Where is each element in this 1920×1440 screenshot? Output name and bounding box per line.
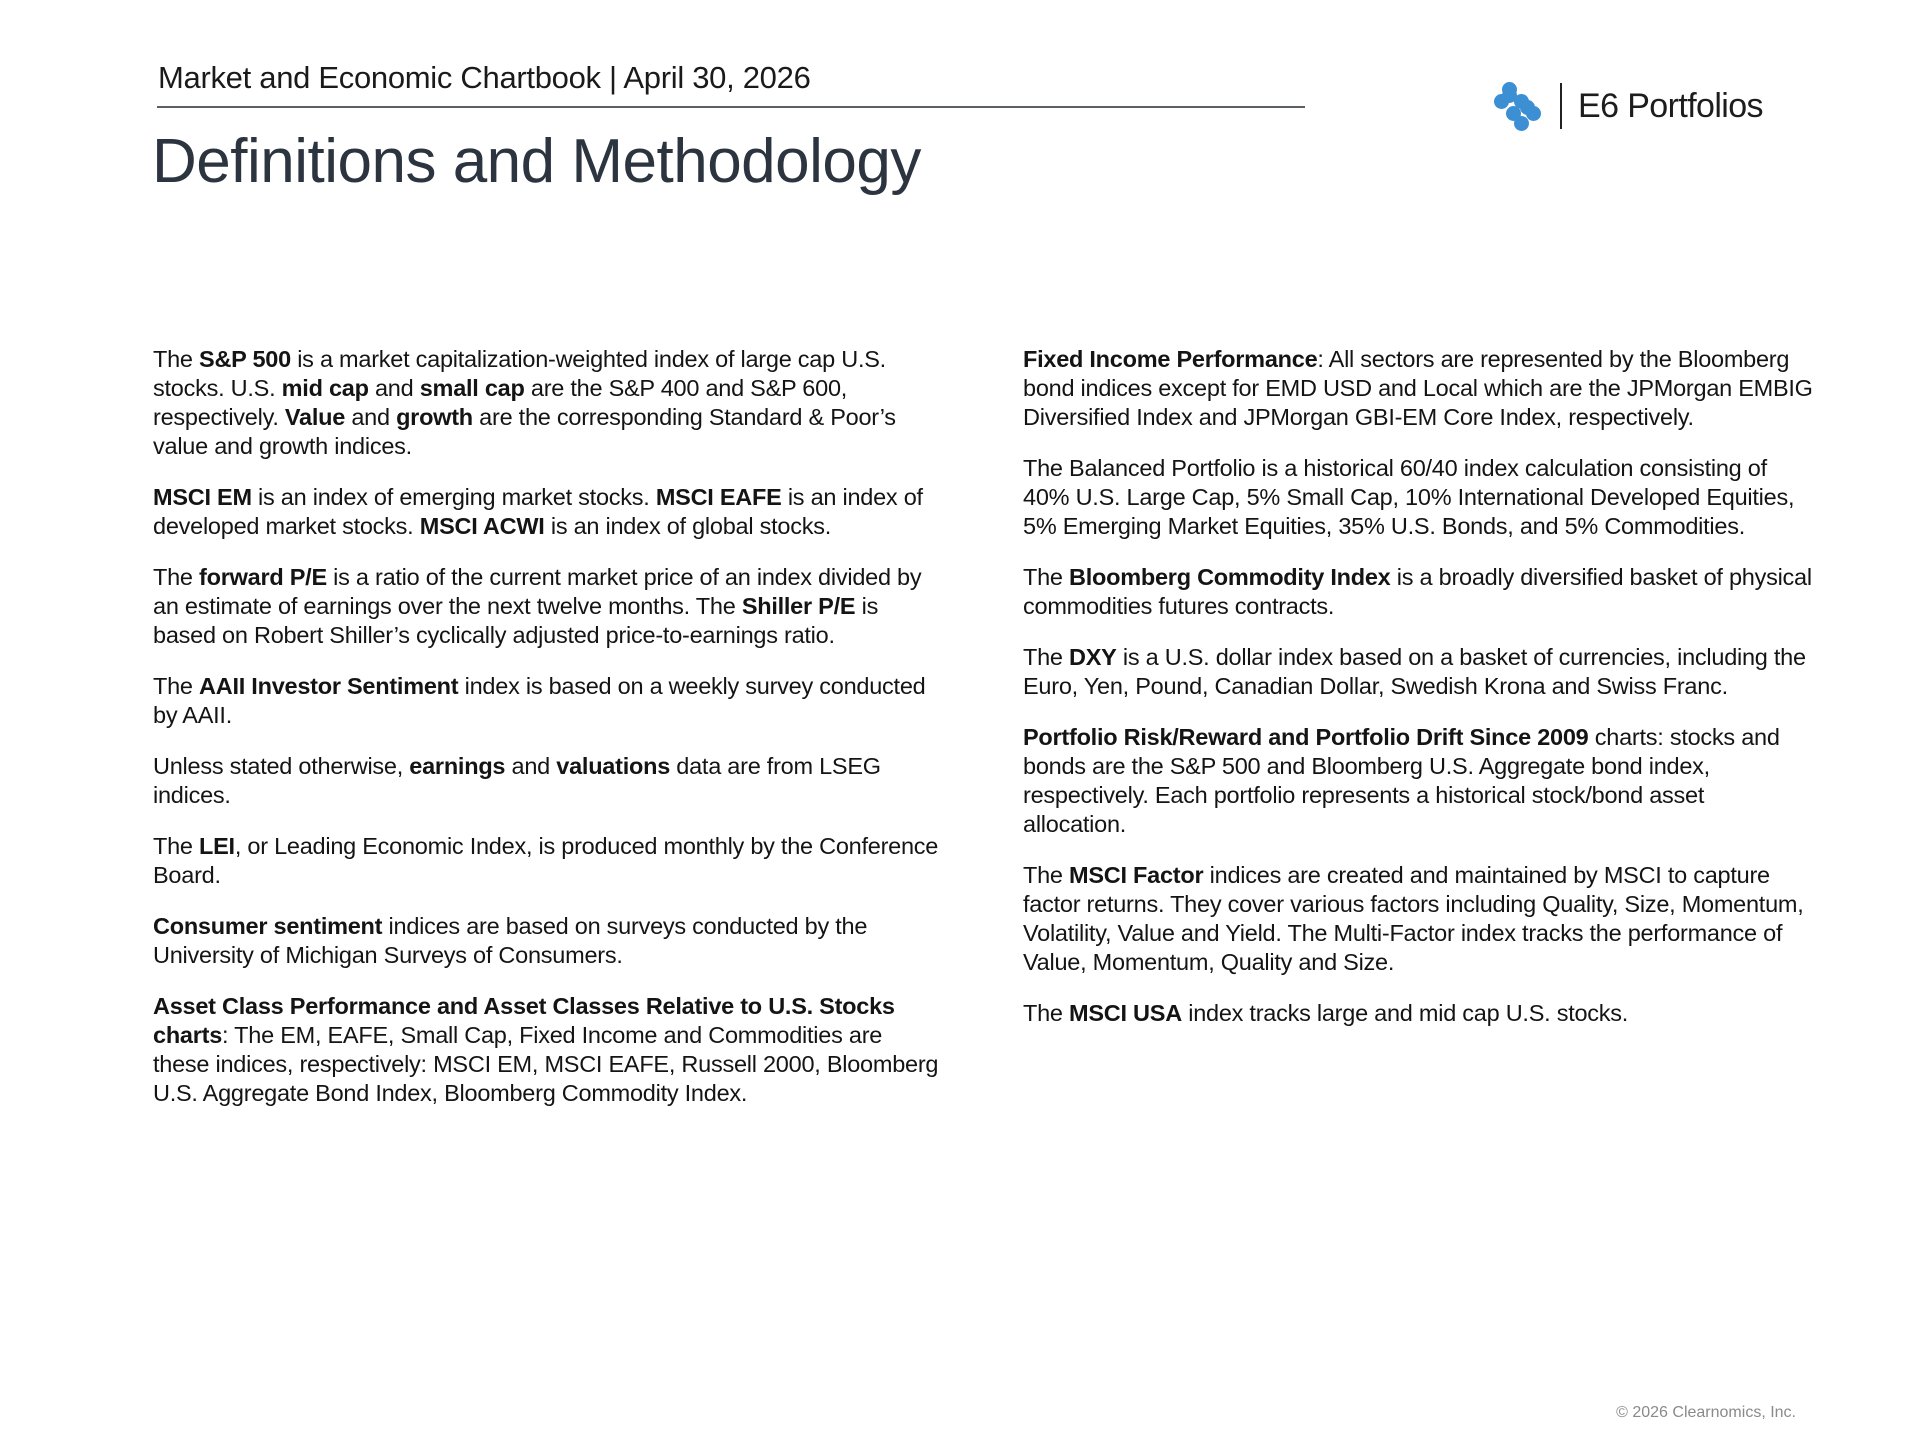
defined-term: valuations <box>556 753 671 779</box>
definition-paragraph <box>1023 643 1813 701</box>
defined-term: S&P 500 <box>199 346 291 372</box>
definition-text: The <box>153 673 200 699</box>
definition-paragraph <box>153 483 943 541</box>
definition-text: is an index of global stocks. <box>544 513 831 539</box>
defined-term: MSCI EM <box>153 484 252 510</box>
brand-name: E6 Portfolios <box>1578 86 1763 125</box>
defined-term: DXY <box>1069 644 1117 670</box>
definition-paragraph <box>1023 723 1813 839</box>
definition-text: and <box>345 404 397 430</box>
defined-term: Consumer sentiment <box>153 913 383 939</box>
definition-text: is an index of developed market stocks. <box>153 484 923 539</box>
definition-paragraph <box>153 752 943 810</box>
definition-text: indices are created and maintained by MSCI to capture factor returns. They cover various factors including Quality, Size, Momentum, Volatility, Value and Yield. The Multi-Factor index tracks the performance of Value, Momentum, Quality and Size. <box>1023 862 1804 975</box>
defined-term: MSCI USA <box>1069 1000 1182 1026</box>
chartbook-header: Market and Economic Chartbook | April 30, 2026 <box>158 60 811 95</box>
definition-paragraph <box>1023 345 1813 432</box>
definition-text: is a U.S. dollar index based on a basket of currencies, including the Euro, Yen, Pound, Canadian Dollar, Swedish Krona and Swiss Franc. <box>1023 644 1806 699</box>
definition-text: are the corresponding Standard & Poor’s value and growth indices. <box>153 404 896 459</box>
definition-paragraph <box>153 912 943 970</box>
definition-text: The <box>1023 1000 1070 1026</box>
definition-text: The <box>153 833 200 859</box>
defined-term: Value <box>284 404 346 430</box>
e6-portfolios-dots-icon <box>1492 80 1544 132</box>
definition-text: and <box>368 375 420 401</box>
definition-paragraph <box>153 672 943 730</box>
defined-term: Asset Class Performance and Asset Classes Relative to U.S. Stocks charts <box>153 993 895 1048</box>
definition-text: is a ratio of the current market price of an index divided by an estimate of earnings over the next twelve months. The <box>153 564 922 619</box>
definition-text: The <box>1023 564 1070 590</box>
definitions-left-column <box>153 345 943 1130</box>
defined-term: MSCI EAFE <box>655 484 782 510</box>
defined-term: forward P/E <box>199 564 327 590</box>
definition-text: is a broadly diversified basket of physical commodities futures contracts. <box>1023 564 1812 619</box>
defined-term: LEI <box>199 833 235 859</box>
definition-paragraph <box>1023 454 1813 541</box>
definitions-right-column <box>1023 345 1813 1050</box>
definition-text: is based on Robert Shiller’s cyclically adjusted price-to-earnings ratio. <box>153 593 879 648</box>
definition-text: : The EM, EAFE, Small Cap, Fixed Income and Commodities are these indices, respectively: MSCI EM, MSCI EAFE, Russell 2000, Bloomberg U.S. Aggregate Bond Index, Bloomberg Commodity Index. <box>153 1022 939 1106</box>
definition-text: is an index of emerging market stocks. <box>251 484 656 510</box>
copyright-footer: © 2026 Clearnomics, Inc. <box>1616 1404 1796 1421</box>
defined-term: Fixed Income Performance <box>1023 346 1318 372</box>
defined-term: Portfolio Risk/Reward and Portfolio Drift Since 2009 <box>1023 724 1589 750</box>
definition-text: The <box>153 346 200 372</box>
page-title: Definitions and Methodology <box>152 127 921 196</box>
definition-text: charts: stocks and bonds are the S&P 500 and Bloomberg U.S. Aggregate bond index, respectively. Each portfolio represents a historical stock/bond asset allocation. <box>1023 724 1780 837</box>
header-divider <box>157 106 1305 108</box>
definition-paragraph <box>1023 563 1813 621</box>
definition-text: : All sectors are represented by the Bloomberg bond indices except for EMD USD and Local which are the JPMorgan EMBIG Diversified Index and JPMorgan GBI-EM Core Index, respectively. <box>1023 346 1813 430</box>
defined-term: mid cap <box>281 375 369 401</box>
definition-text: index tracks large and mid cap U.S. stocks. <box>1181 1000 1629 1026</box>
defined-term: Bloomberg Commodity Index <box>1069 564 1391 590</box>
definition-paragraph <box>1023 861 1813 977</box>
definition-text: are the S&P 400 and S&P 600, respectively. <box>153 375 848 430</box>
definition-text: index is based on a weekly survey conducted by AAII. <box>153 673 926 728</box>
definition-text: Unless stated otherwise, <box>153 753 410 779</box>
definition-paragraph <box>153 992 943 1108</box>
definition-text: indices are based on surveys conducted by the University of Michigan Surveys of Consumers. <box>153 913 868 968</box>
definition-text: is a market capitalization-weighted index of large cap U.S. stocks. U.S. <box>153 346 886 401</box>
definition-text: The Balanced Portfolio is a historical 60/40 index calculation consisting of 40% U.S. Large Cap, 5% Small Cap, 10% International Developed Equities, 5% Emerging Market Equities, 35% U.S. Bonds, and 5% Commodities. <box>1023 455 1795 539</box>
defined-term: AAII Investor Sentiment <box>199 673 459 699</box>
brand-logo <box>1492 78 1763 134</box>
definition-text: The <box>1023 644 1070 670</box>
defined-term: earnings <box>409 753 506 779</box>
defined-term: MSCI ACWI <box>419 513 545 539</box>
defined-term: MSCI Factor <box>1069 862 1204 888</box>
definition-text: The <box>1023 862 1070 888</box>
definition-paragraph <box>153 345 943 461</box>
definition-paragraph <box>153 563 943 650</box>
logo-separator <box>1560 83 1562 129</box>
defined-term: small cap <box>419 375 525 401</box>
definition-text: , or Leading Economic Index, is produced monthly by the Conference Board. <box>153 833 939 888</box>
definition-text: and <box>505 753 557 779</box>
definition-paragraph <box>153 832 943 890</box>
defined-term: Shiller P/E <box>741 593 856 619</box>
definition-paragraph <box>1023 999 1813 1028</box>
definition-text: The <box>153 564 200 590</box>
definition-text: data are from LSEG indices. <box>153 753 881 808</box>
defined-term: growth <box>396 404 473 430</box>
